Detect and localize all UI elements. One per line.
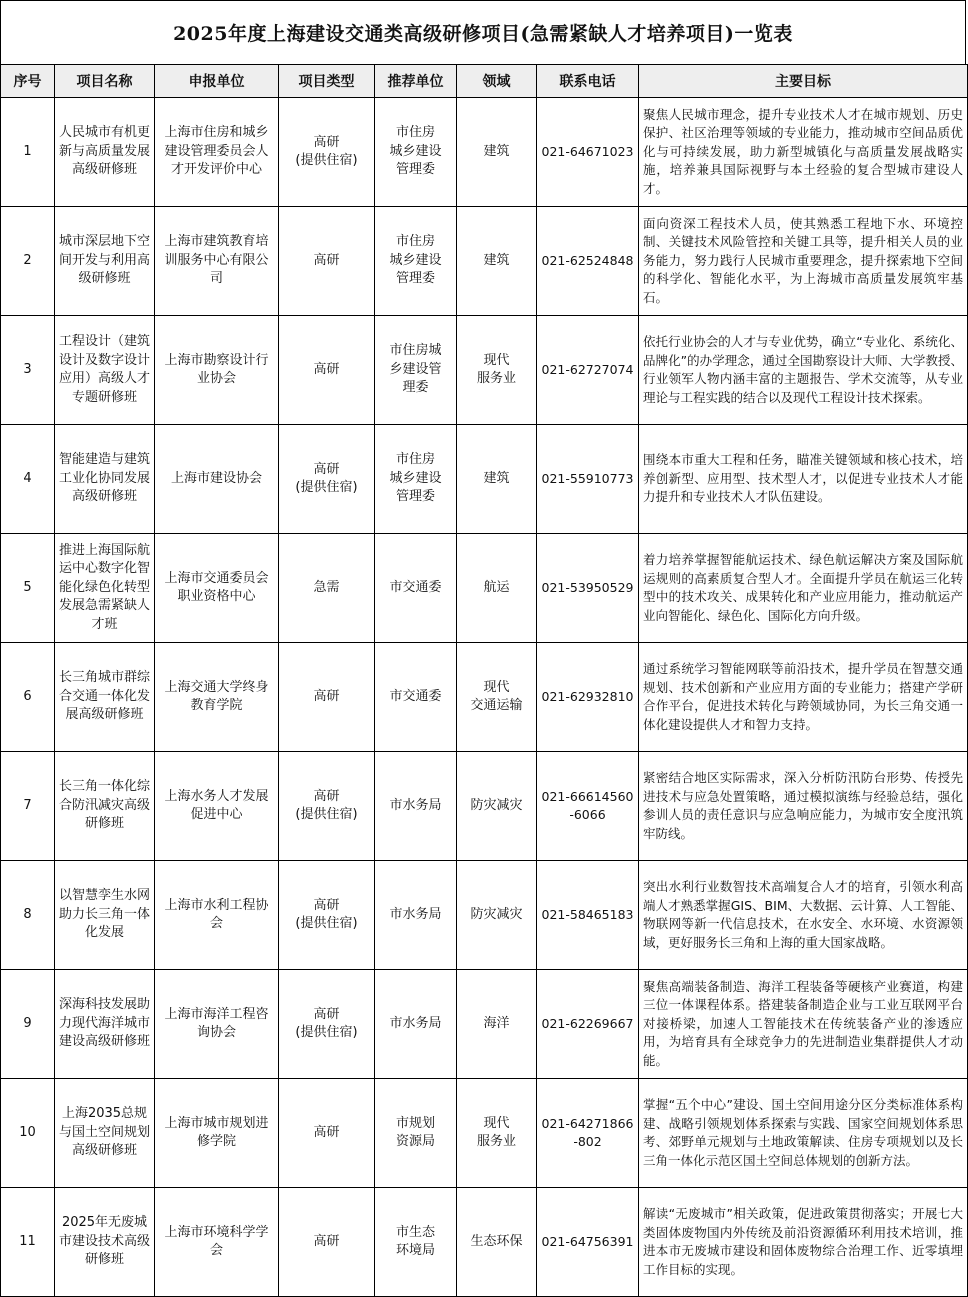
cell-type xyxy=(279,861,375,970)
cell-unit xyxy=(155,970,279,1079)
cell-field xyxy=(457,861,537,970)
cell-goal-text: 通过系统学习智能网联等前沿技术，提升学员在智慧交通规划、技术创新和产业应用方面的专业能力；搭建产学研合作平台，促进技术转化与跨领域协同，为长三角交通一体化建设提供人才和智力支持。 xyxy=(643,661,963,732)
cell-recommender xyxy=(375,1188,457,1297)
cell-no xyxy=(1,1188,55,1297)
cell-type-text: 高研 (提供住宿) xyxy=(295,461,358,495)
cell-recommender-text: 市水务局 xyxy=(389,906,442,922)
cell-recommender-text: 市水务局 xyxy=(389,797,442,813)
cell-goal xyxy=(639,643,968,752)
cell-name xyxy=(55,752,155,861)
cell-recommender xyxy=(375,643,457,752)
cell-type-text: 急需 xyxy=(313,579,340,595)
cell-phone xyxy=(537,1188,639,1297)
cell-no xyxy=(1,98,55,207)
cell-field xyxy=(457,1188,537,1297)
cell-goal-text: 聚焦人民城市理念，提升专业技术人才在城市规划、历史保护、社区治理等领域的专业能力，推动城市空间品质优化与可持续发展，助力新型城镇化与高质量发展战略实施，培养兼具国际视野与本土经验的复合型城市建设人才。 xyxy=(643,106,963,196)
cell-no-text: 5 xyxy=(23,579,32,595)
cell-recommender xyxy=(375,425,457,534)
cell-field-text: 防灾减灾 xyxy=(470,797,523,813)
cell-phone xyxy=(537,861,639,970)
cell-no xyxy=(1,643,55,752)
header-goal: 主要目标 xyxy=(639,65,968,98)
cell-recommender xyxy=(375,1079,457,1188)
cell-type xyxy=(279,970,375,1079)
header-phone: 联系电话 xyxy=(537,65,639,98)
cell-no xyxy=(1,207,55,316)
cell-type xyxy=(279,207,375,316)
cell-name-text: 人民城市有机更新与高质量发展高级研修班 xyxy=(59,125,151,178)
header-unit: 申报单位 xyxy=(155,65,279,98)
table-row xyxy=(1,534,968,643)
cell-no-text: 4 xyxy=(23,470,32,486)
header-no: 序号 xyxy=(1,65,55,98)
cell-type-text: 高研 (提供住宿) xyxy=(295,134,358,168)
cell-type-text: 高研 (提供住宿) xyxy=(295,1006,358,1040)
cell-goal-text: 解读“无废城市”相关政策，促进政策贯彻落实；开展七大类固体废物国内外传统及前沿资源循环利用技术培训，推进本市无废城市建设和固体废物综合治理工作、近零填埋工作目标的实现。 xyxy=(643,1206,963,1277)
cell-phone xyxy=(537,425,639,534)
cell-name xyxy=(55,643,155,752)
cell-goal-text: 围绕本市重大工程和任务，瞄准关键领域和核心技术，培养创新型、应用型、技术型人才，以促进专业技术人才能力提升和专业技术人才队伍建设。 xyxy=(643,452,963,505)
cell-field xyxy=(457,98,537,207)
cell-name-text: 以智慧孪生水网助力长三角一体化发展 xyxy=(59,888,151,941)
cell-phone xyxy=(537,643,639,752)
cell-field-text: 建筑 xyxy=(483,252,510,268)
cell-goal xyxy=(639,98,968,207)
cell-goal xyxy=(639,970,968,1079)
cell-name-text: 长三角一体化综合防汛减灾高级研修班 xyxy=(59,779,151,832)
cell-goal xyxy=(639,534,968,643)
cell-phone xyxy=(537,752,639,861)
cell-phone-text: 021-64756391 xyxy=(541,1233,634,1249)
cell-field xyxy=(457,207,537,316)
table-header-row xyxy=(1,65,968,98)
cell-field xyxy=(457,316,537,425)
cell-name xyxy=(55,861,155,970)
cell-type xyxy=(279,752,375,861)
cell-no xyxy=(1,861,55,970)
cell-type-text: 高研 xyxy=(313,252,340,268)
cell-name-text: 2025年无废城市建设技术高级研修班 xyxy=(59,1215,151,1268)
cell-goal-text: 突出水利行业数智技术高端复合人才的培育，引领水利高端人才熟悉掌握GIS、BIM、大数据、云计算、人工智能、物联网等新一代信息技术，在水安全、水环境、水资源领域，更好服务长三角和上海的重大国家战略。 xyxy=(643,879,963,950)
cell-unit-text: 上海市勘察设计行业协会 xyxy=(164,352,269,386)
cell-goal xyxy=(639,1079,968,1188)
cell-type xyxy=(279,98,375,207)
cell-recommender-text: 市住房 城乡建设 管理委 xyxy=(389,234,442,287)
cell-phone xyxy=(537,207,639,316)
cell-phone-text: 021-62524848 xyxy=(541,252,634,268)
cell-goal xyxy=(639,752,968,861)
cell-goal-text: 面向资深工程技术人员，使其熟悉工程地下水、环境控制、关键技术风险管控和关键工具等，提升相关人员的业务能力，努力践行人民城市重要理念，提升探索地下空间的科学化、智能化水平，为上海城市高质量发展筑牢基石。 xyxy=(643,215,963,305)
cell-unit-text: 上海市城市规划进修学院 xyxy=(164,1115,269,1149)
cell-unit xyxy=(155,1079,279,1188)
cell-unit-text: 上海市建筑教育培训服务中心有限公司 xyxy=(164,234,269,287)
cell-name xyxy=(55,425,155,534)
cell-field xyxy=(457,643,537,752)
cell-name-text: 推进上海国际航运中心数字化智能化绿色化转型发展急需紧缺人才班 xyxy=(59,542,151,632)
cell-recommender xyxy=(375,970,457,1079)
cell-field-text: 防灾减灾 xyxy=(470,906,523,922)
cell-phone-text: 021-66614560 -6066 xyxy=(541,788,634,822)
cell-no xyxy=(1,970,55,1079)
cell-goal xyxy=(639,207,968,316)
cell-unit xyxy=(155,316,279,425)
cell-no-text: 3 xyxy=(23,361,32,377)
table-row xyxy=(1,425,968,534)
cell-unit-text: 上海市住房和城乡建设管理委员会人才开发评价中心 xyxy=(164,125,269,178)
cell-goal-text: 依托行业协会的人才与专业优势，确立“专业化、系统化、品牌化”的办学理念，通过全国勘察设计大师、大学教授、行业领军人物内涵丰富的主题报告、学术交流等，从专业理论与工程实践的结合以及现代工程设计技术探索。 xyxy=(643,334,963,405)
cell-phone xyxy=(537,970,639,1079)
cell-unit-text: 上海交通大学终身教育学院 xyxy=(164,679,269,713)
cell-recommender-text: 市水务局 xyxy=(389,1015,442,1031)
cell-goal xyxy=(639,1188,968,1297)
cell-name xyxy=(55,1079,155,1188)
cell-field-text: 海洋 xyxy=(483,1015,510,1031)
cell-unit-text: 上海水务人才发展促进中心 xyxy=(164,788,269,822)
cell-field-text: 建筑 xyxy=(483,143,510,159)
cell-field-text: 现代 交通运输 xyxy=(470,679,523,713)
cell-goal xyxy=(639,316,968,425)
table-row xyxy=(1,98,968,207)
cell-phone-text: 021-53950529 xyxy=(541,579,634,595)
cell-no-text: 8 xyxy=(23,906,32,922)
cell-recommender xyxy=(375,861,457,970)
cell-phone-text: 021-55910773 xyxy=(541,470,634,486)
cell-type xyxy=(279,316,375,425)
cell-type-text: 高研 (提供住宿) xyxy=(295,897,358,931)
cell-name-text: 城市深层地下空间开发与利用高级研修班 xyxy=(59,234,151,287)
cell-name xyxy=(55,316,155,425)
table-row xyxy=(1,861,968,970)
cell-goal-text: 紧密结合地区实际需求，深入分析防汛防台形势、传授先进技术与应急处置策略，通过模拟演练与经验总结，强化参训人员的责任意识与应急响应能力，为城市安全度汛筑牢防线。 xyxy=(643,770,963,841)
cell-no xyxy=(1,1079,55,1188)
cell-name-text: 深海科技发展助力现代海洋城市建设高级研修班 xyxy=(59,997,151,1050)
cell-unit xyxy=(155,752,279,861)
cell-field xyxy=(457,752,537,861)
cell-phone-text: 021-58465183 xyxy=(541,906,634,922)
cell-goal-text: 掌握“五个中心”建设、国土空间用途分区分类标准体系构建、战略引领规划体系探索与实践、国家空间规划体系思考、郊野单元规划与土地政策解读、住房专项规划以及长三角一体化示范区国土空间总体规划的创新方法。 xyxy=(643,1097,963,1168)
cell-field-text: 现代 服务业 xyxy=(476,1115,516,1149)
table-row xyxy=(1,207,968,316)
cell-no xyxy=(1,425,55,534)
cell-type-text: 高研 xyxy=(313,1233,340,1249)
cell-no-text: 7 xyxy=(23,797,32,813)
cell-name xyxy=(55,1188,155,1297)
cell-no-text: 11 xyxy=(19,1233,36,1249)
cell-phone-text: 021-64271866 -802 xyxy=(541,1115,634,1149)
cell-no xyxy=(1,534,55,643)
cell-unit-text: 上海市交通委员会职业资格中心 xyxy=(164,570,269,604)
cell-unit-text: 上海市环境科学学会 xyxy=(164,1224,269,1258)
cell-phone-text: 021-62269667 xyxy=(541,1015,634,1031)
cell-field-text: 生态环保 xyxy=(470,1233,523,1249)
cell-no xyxy=(1,752,55,861)
title-bar xyxy=(0,0,966,64)
cell-field xyxy=(457,1079,537,1188)
table-row xyxy=(1,1188,968,1297)
cell-field-text: 航运 xyxy=(483,579,510,595)
header-type: 项目类型 xyxy=(279,65,375,98)
cell-type-text: 高研 xyxy=(313,361,340,377)
table-row xyxy=(1,752,968,861)
cell-goal-text: 聚焦高端装备制造、海洋工程装备等硬核产业赛道，构建三位一体课程体系。搭建装备制造企业与工业互联网平台对接桥梁，加速人工智能技术在传统装备产业的渗透应用，为培育具有全球竞争力的先进制造业集群提供人才动能。 xyxy=(643,978,963,1068)
cell-name xyxy=(55,207,155,316)
cell-goal xyxy=(639,861,968,970)
cell-unit xyxy=(155,861,279,970)
cell-field xyxy=(457,534,537,643)
cell-unit xyxy=(155,425,279,534)
cell-recommender xyxy=(375,534,457,643)
cell-goal xyxy=(639,425,968,534)
cell-no-text: 1 xyxy=(23,143,32,159)
cell-phone xyxy=(537,1079,639,1188)
cell-recommender xyxy=(375,98,457,207)
cell-type xyxy=(279,643,375,752)
cell-name xyxy=(55,534,155,643)
table-row xyxy=(1,1079,968,1188)
cell-no xyxy=(1,316,55,425)
table-row xyxy=(1,970,968,1079)
cell-unit-text: 上海市建设协会 xyxy=(170,470,262,486)
cell-recommender-text: 市交通委 xyxy=(389,688,442,704)
cell-unit xyxy=(155,98,279,207)
cell-name-text: 工程设计（建筑设计及数字设计应用）高级人才专题研修班 xyxy=(59,334,151,405)
cell-unit xyxy=(155,534,279,643)
cell-recommender xyxy=(375,752,457,861)
cell-name xyxy=(55,98,155,207)
cell-unit xyxy=(155,1188,279,1297)
cell-unit xyxy=(155,643,279,752)
cell-unit xyxy=(155,207,279,316)
cell-no-text: 9 xyxy=(23,1015,32,1031)
cell-goal-text: 着力培养掌握智能航运技术、绿色航运解决方案及国际航运规则的高素质复合型人才。全面提升学员在航运三化转型中的技术攻关、成果转化和产业应用能力，推动航运产业向智能化、绿色化、国际化方向升级。 xyxy=(643,552,963,623)
cell-field-text: 建筑 xyxy=(483,470,510,486)
cell-recommender-text: 市规划 资源局 xyxy=(395,1115,435,1149)
cell-recommender xyxy=(375,207,457,316)
cell-type-text: 高研 xyxy=(313,688,340,704)
cell-type xyxy=(279,1188,375,1297)
cell-field-text: 现代 服务业 xyxy=(476,352,516,386)
cell-recommender xyxy=(375,316,457,425)
cell-recommender-text: 市交通委 xyxy=(389,579,442,595)
table-row xyxy=(1,316,968,425)
cell-no-text: 6 xyxy=(23,688,32,704)
cell-phone-text: 021-62727074 xyxy=(541,361,634,377)
cell-name-text: 长三角城市群综合交通一体化发展高级研修班 xyxy=(59,670,151,723)
header-field: 领域 xyxy=(457,65,537,98)
cell-phone-text: 021-64671023 xyxy=(541,143,634,159)
cell-name xyxy=(55,970,155,1079)
cell-recommender-text: 市住房 城乡建设 管理委 xyxy=(389,125,442,178)
cell-recommender-text: 市生态 环境局 xyxy=(395,1224,435,1258)
cell-field xyxy=(457,425,537,534)
cell-name-text: 上海2035总规与国土空间规划高级研修班 xyxy=(59,1106,151,1159)
cell-no-text: 10 xyxy=(19,1124,36,1140)
cell-name-text: 智能建造与建筑工业化协同发展高级研修班 xyxy=(59,452,151,505)
cell-no-text: 2 xyxy=(23,252,32,268)
cell-type xyxy=(279,534,375,643)
cell-unit-text: 上海市水利工程协会 xyxy=(164,897,269,931)
cell-phone xyxy=(537,534,639,643)
header-recommender: 推荐单位 xyxy=(375,65,457,98)
cell-type xyxy=(279,1079,375,1188)
projects-table xyxy=(0,64,968,1297)
cell-phone xyxy=(537,98,639,207)
header-name: 项目名称 xyxy=(55,65,155,98)
cell-recommender-text: 市住房城 乡建设管 理委 xyxy=(389,343,442,396)
cell-type-text: 高研 xyxy=(313,1124,340,1140)
cell-type xyxy=(279,425,375,534)
cell-field xyxy=(457,970,537,1079)
page-title: 2025年度上海建设交通类高级研修项目(急需紧缺人才培养项目)一览表 xyxy=(173,23,793,45)
cell-unit-text: 上海市海洋工程咨询协会 xyxy=(164,1006,269,1040)
cell-type-text: 高研 (提供住宿) xyxy=(295,788,358,822)
cell-phone xyxy=(537,316,639,425)
cell-phone-text: 021-62932810 xyxy=(541,688,634,704)
table-row xyxy=(1,643,968,752)
cell-recommender-text: 市住房 城乡建设 管理委 xyxy=(389,452,442,505)
